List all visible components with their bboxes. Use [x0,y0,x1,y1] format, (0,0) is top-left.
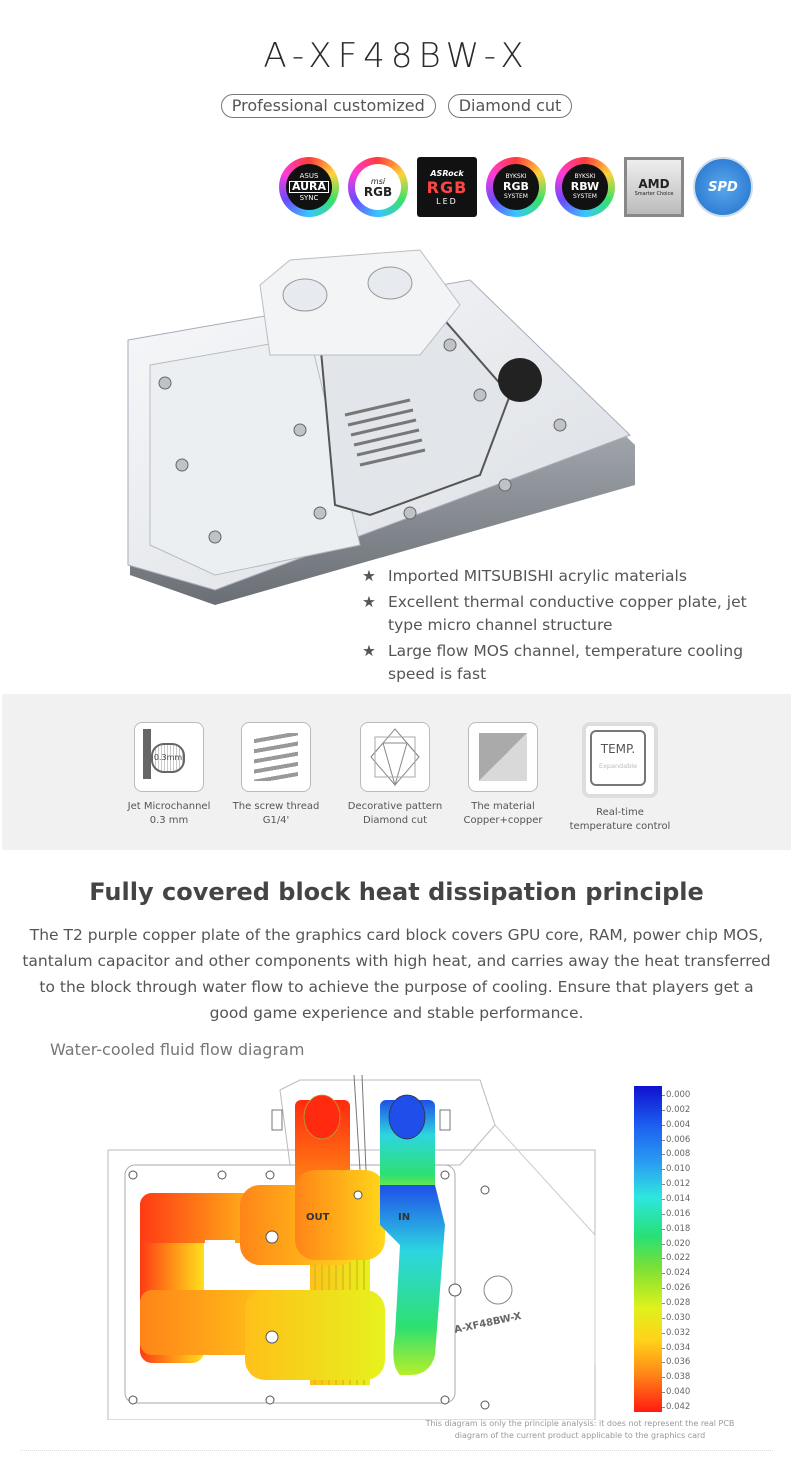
legend-tick [662,1199,665,1200]
legend-tick-label: 0.038 [666,1372,691,1383]
bykski-rbw-system-logo: BYKSKI RBW SYSTEM [555,157,615,217]
legend-tick-label: 0.040 [666,1387,691,1398]
legend-tick-label: 0.004 [666,1119,691,1130]
feature-list [362,565,782,689]
legend-tick [662,1214,665,1215]
legend-tick-label: 0.002 [666,1104,691,1115]
legend-tick-label: 0.030 [666,1312,691,1323]
legend-tick [662,1318,665,1319]
section-heading: Fully covered block heat dissipation principle [89,878,704,906]
feature-item: ★ Large flow MOS channel, temperature cooling speed is fast [362,640,782,686]
legend-tick [662,1258,665,1259]
section-paragraph: The T2 purple copper plate of the graphics card block covers GPU core, RAM, power chip MOS, tantalum capacitor and other components with high heat, and carries away the heat transferred to the block through water flow to achieve the purpose of cooling. Ensure that players get a good game experience and stable performance. [22,926,771,1022]
microchannel-icon: 0.3mm [134,722,204,792]
legend-tick [662,1095,665,1096]
legend-tick [662,1125,665,1126]
feature-tags [0,94,793,118]
star-icon: ★ [362,642,376,660]
legend-tick-label: 0.042 [666,1402,691,1412]
legend-tick-label: 0.024 [666,1268,691,1279]
spec-label: The screw thread G1/4' [232,801,320,826]
in-label: IN [398,1212,411,1223]
spec-label: The material Copper+copper [463,801,543,826]
compatibility-badges [279,157,753,217]
diamond-icon [360,722,430,792]
feature-item: ★ Excellent thermal conductive copper plate, jet type micro channel structure [362,591,782,637]
legend-tick [662,1362,665,1363]
legend-tick-label: 0.006 [666,1134,691,1145]
legend-tick [662,1333,665,1334]
screw-thread-icon [241,722,311,792]
feature-item: ★ Imported MITSUBISHI acrylic materials [362,565,782,588]
spec-icon-band [2,694,791,850]
tag-professional-customized: Professional customized [221,94,436,118]
legend-tick-label: 0.010 [666,1164,691,1175]
tag-diamond-cut: Diamond cut [448,94,573,118]
legend-tick [662,1244,665,1245]
legend-tick-label: 0.026 [666,1283,691,1294]
legend-tick [662,1303,665,1304]
divider [20,1450,773,1451]
material-icon [468,722,538,792]
star-icon: ★ [362,593,376,611]
legend-tick-label: 0.008 [666,1149,691,1160]
spd-logo: SPD [693,157,753,217]
legend-tick [662,1154,665,1155]
legend-tick [662,1288,665,1289]
legend-tick [662,1110,665,1111]
spec-label: Real-time temperature control [569,807,671,832]
legend-tick-label: 0.022 [666,1253,691,1264]
legend-tick [662,1273,665,1274]
legend-tick [662,1348,665,1349]
legend-tick-label: 0.016 [666,1208,691,1219]
out-label: OUT [306,1212,330,1223]
spec-label: Jet Microchannel 0.3 mm [127,801,211,826]
legend-tick [662,1140,665,1141]
water-block-image [120,245,640,605]
temperature-icon: TEMP. Expandable [582,722,658,798]
product-title: A-XF48BW-X [263,36,530,76]
aura-sync-logo: ASUS AURA SYNC [279,157,339,217]
legend-tick-label: 0.000 [666,1090,691,1100]
legend-tick-label: 0.032 [666,1327,691,1338]
legend-tick [662,1229,665,1230]
asrock-rgb-led-logo: ASRock RGB LED [417,157,477,217]
legend-tick-label: 0.036 [666,1357,691,1368]
model-label: A-XF48BW-X [453,1310,523,1336]
spec-label: Decorative pattern Diamond cut [347,801,443,826]
diagram-title: Water-cooled fluid flow diagram [50,1040,305,1059]
msi-rgb-logo: msi RGB [348,157,408,217]
star-icon: ★ [362,567,376,585]
legend-tick [662,1184,665,1185]
legend-tick [662,1392,665,1393]
legend-tick-label: 0.018 [666,1223,691,1234]
spec-temperature [550,722,690,834]
amd-logo: AMD Smarter Choice [624,157,684,217]
legend-tick-label: 0.014 [666,1194,691,1204]
legend-tick [662,1407,665,1408]
bykski-rgb-system-logo: BYKSKI RGB SYSTEM [486,157,546,217]
fluid-flow-diagram [100,1075,620,1420]
legend-tick-label: 0.034 [666,1342,691,1353]
legend-color-bar [634,1086,662,1412]
diagram-disclaimer: This diagram is only the principle analysis: it does not represent the real PCB diagram of the current product applicable to the graphics card [425,1419,735,1440]
legend-tick [662,1377,665,1378]
legend-tick-label: 0.020 [666,1238,691,1249]
legend-tick [662,1169,665,1170]
legend-tick-label: 0.012 [666,1179,691,1190]
legend-tick-label: 0.028 [666,1298,691,1308]
